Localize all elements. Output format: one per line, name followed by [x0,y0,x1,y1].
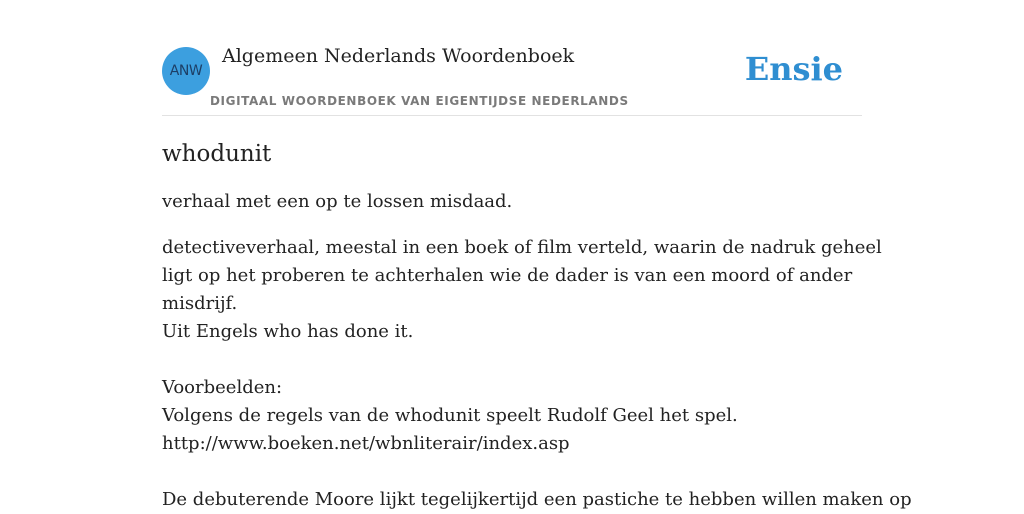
entry-headword: whodunit [162,141,272,167]
entry-blank-line [162,346,862,374]
entry-line: detectiveverhaal, meestal in een boek of film verteld, waarin de nadruk geheel [162,237,882,258]
entry-blank-line [162,458,862,486]
entry-line: Uit Engels who has done it. [162,321,414,342]
example-sentence: Volgens de regels van de whodunit speelt Rudolf Geel het spel. [162,405,738,426]
entry-body [162,234,912,514]
entry-line: ligt op het proberen te achterhalen wie de dader is van een moord of ander [162,265,853,286]
page [162,0,912,512]
example-source-url: http://www.boeken.net/wbnliterair/index.asp [162,433,570,454]
entry-short-definition: verhaal met een op te lossen misdaad. [162,191,513,212]
site-header [162,0,862,116]
site-subtitle: DIGITAAL WOORDENBOEK VAN EIGENTIJDSE NEDERLANDS [210,94,629,108]
logo-text: ANW [169,63,203,79]
examples-heading: Voorbeelden: [162,377,283,398]
example-sentence: De debuterende Moore lijkt tegelijkertijd een pastiche te hebben willen maken op [162,489,912,510]
entry-content [162,138,912,514]
site-title[interactable]: Algemeen Nederlands Woordenboek [222,45,575,67]
entry-line: misdrijf. [162,293,238,314]
ensie-brand-link[interactable]: Ensie [744,50,843,88]
anw-logo[interactable] [162,47,210,95]
